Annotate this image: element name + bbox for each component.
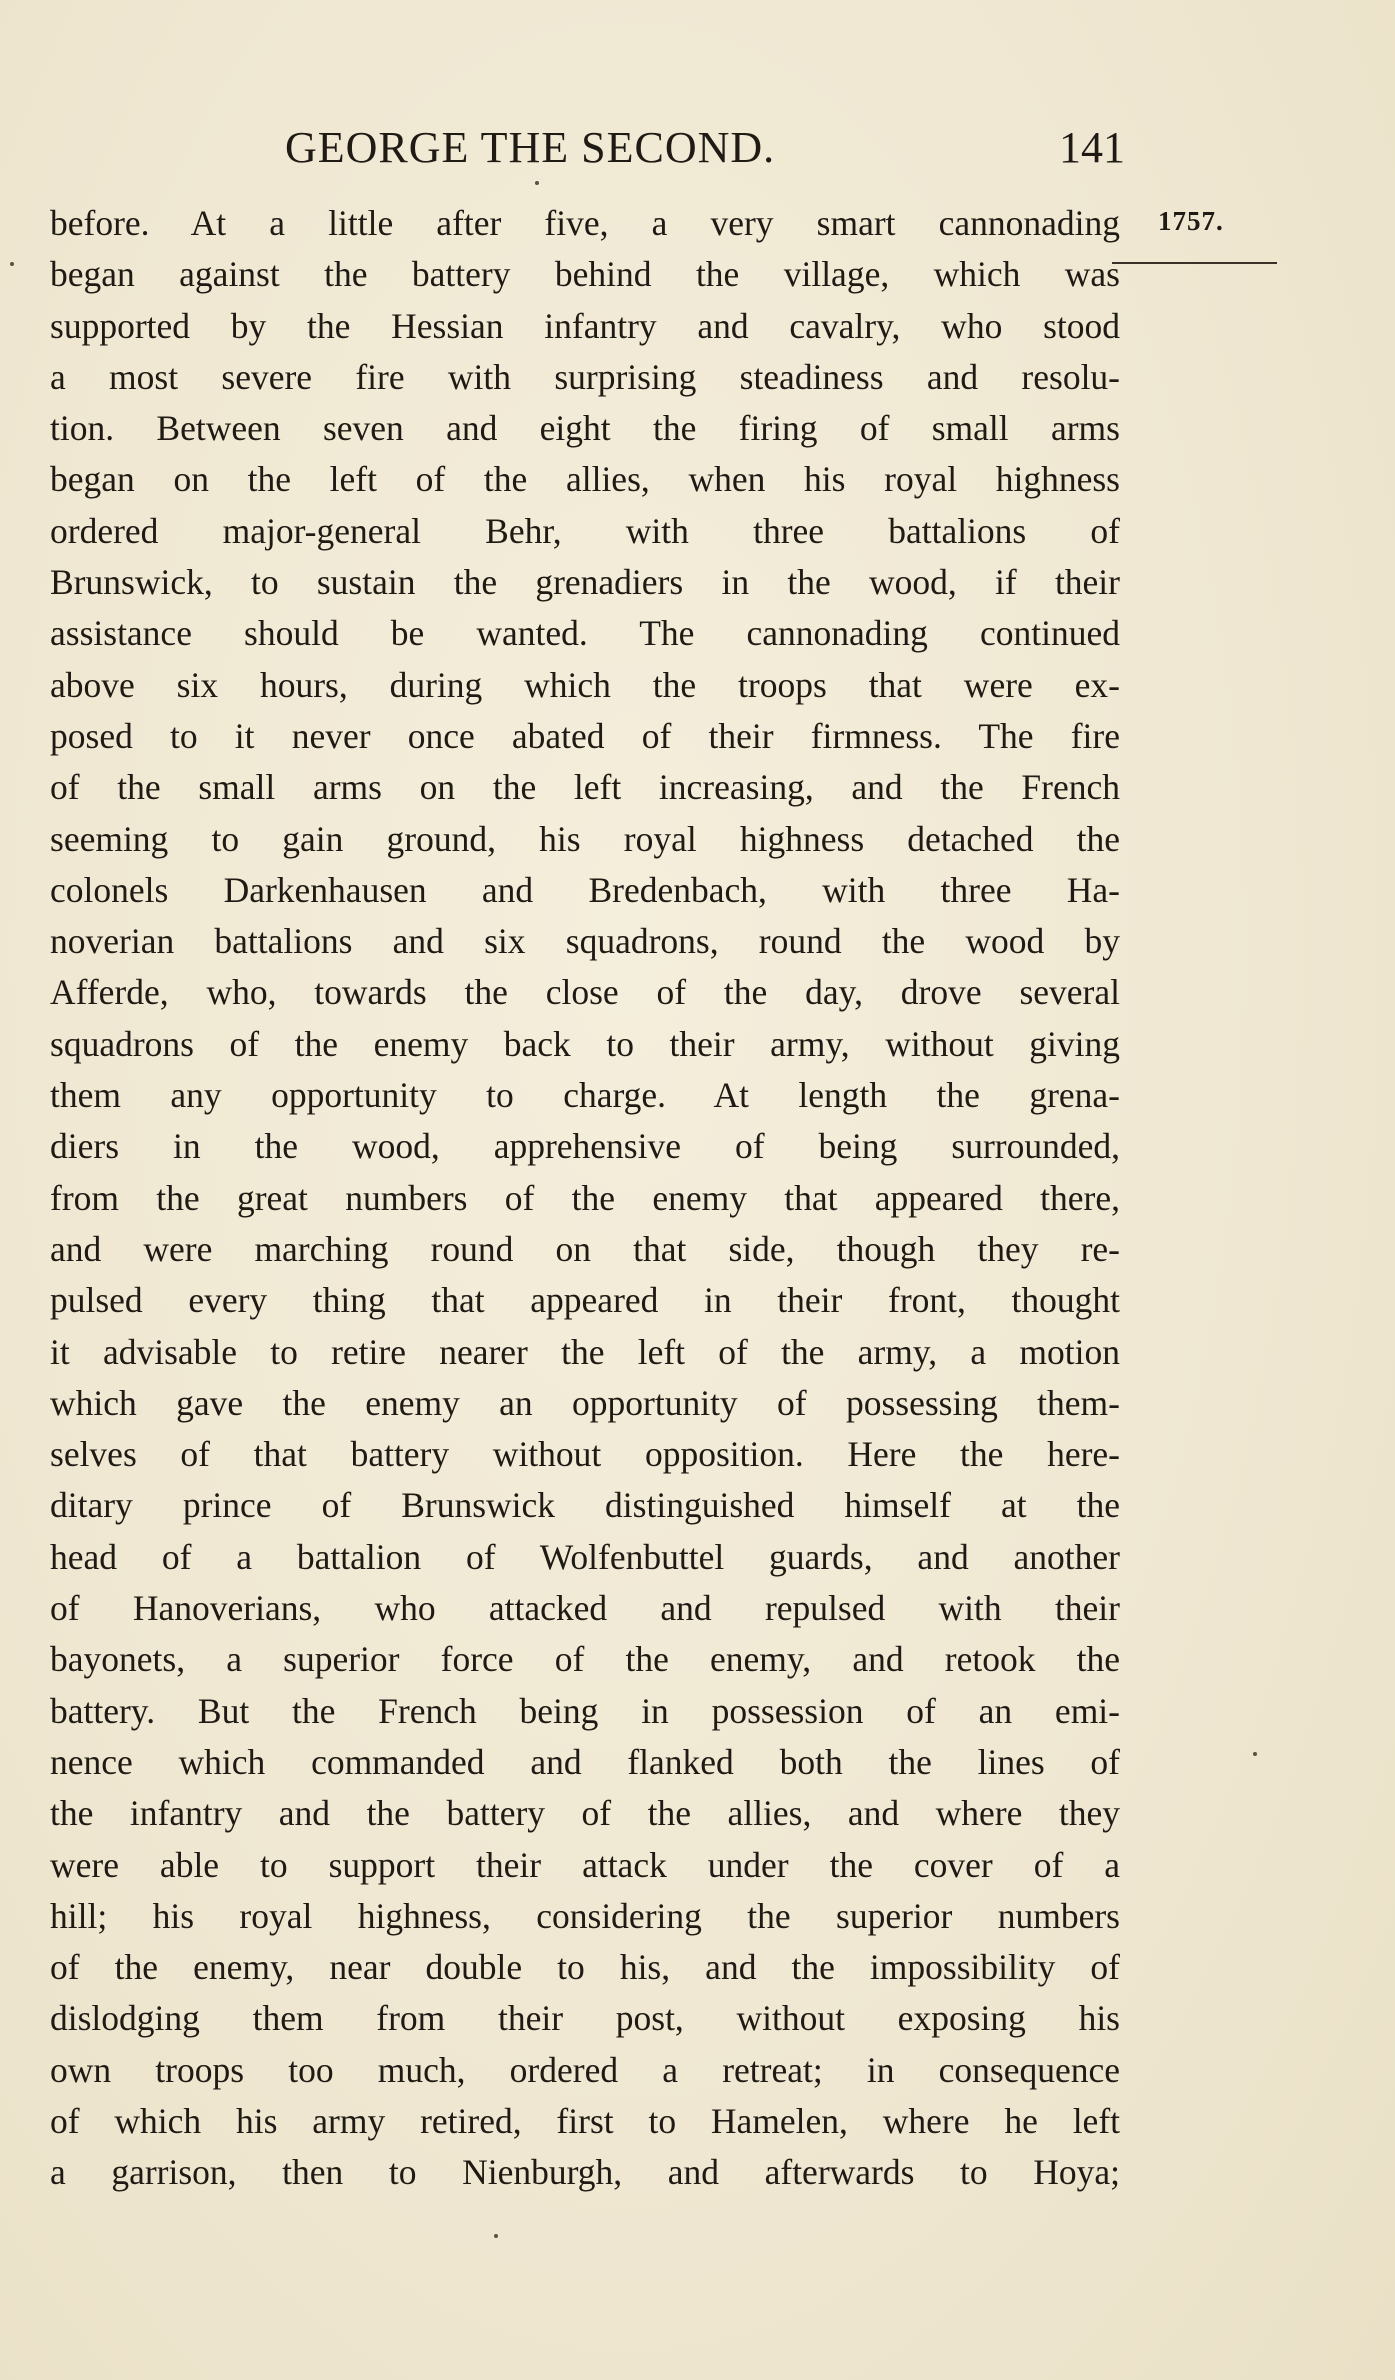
- text-line: it advisable to retire nearer the left of the army, a motion: [50, 1331, 1120, 1372]
- text-line: were able to support their attack under the cover of a: [50, 1844, 1120, 1885]
- text-line: before. At a little after five, a very smart cannonading: [50, 203, 1120, 243]
- text-line: own troops too much, ordered a retreat; in consequence: [50, 2049, 1120, 2090]
- text-line: of Hanoverians, who attacked and repulsed with their: [50, 1588, 1120, 1629]
- body-text: [50, 198, 1120, 2199]
- text-line: noverian battalions and six squadrons, round the wood by: [50, 921, 1120, 962]
- text-line: seeming to gain ground, his royal highness detached the: [50, 818, 1120, 859]
- text-line: diers in the wood, apprehensive of being surrounded,: [50, 1126, 1120, 1167]
- page-number: 141: [1059, 123, 1125, 172]
- text-line: battery. But the French being in possession of an emi-: [50, 1690, 1120, 1731]
- text-line: of the enemy, near double to his, and the impossibility of: [50, 1947, 1120, 1988]
- paper-speck: [1253, 1752, 1257, 1756]
- paper-speck: [535, 181, 539, 185]
- running-head-title: GEORGE THE SECOND.: [285, 123, 776, 172]
- text-line: above six hours, during which the troops that were ex-: [50, 664, 1120, 705]
- text-line: selves of that battery without opposition. Here the here-: [50, 1434, 1120, 1475]
- text-line: pulsed every thing that appeared in their front, thought: [50, 1280, 1120, 1321]
- running-head: [285, 122, 1125, 172]
- text-line: began on the left of the allies, when his royal highness: [50, 459, 1120, 500]
- text-line: which gave the enemy an opportunity of possessing them-: [50, 1382, 1120, 1423]
- text-line: head of a battalion of Wolfenbuttel guards, and another: [50, 1536, 1120, 1577]
- text-line: and were marching round on that side, though they re-: [50, 1228, 1120, 1269]
- margin-rule: [1112, 262, 1277, 264]
- text-line: began against the battery behind the village, which was: [50, 254, 1120, 295]
- text-line: of which his army retired, first to Hamelen, where he left: [50, 2100, 1120, 2141]
- text-line: dislodging them from their post, without exposing his: [50, 1998, 1120, 2039]
- text-line: of the small arms on the left increasing, and the French: [50, 767, 1120, 808]
- paper-speck: [494, 2234, 498, 2238]
- text-line: Afferde, who, towards the close of the day, drove several: [50, 972, 1120, 1013]
- text-line: hill; his royal highness, considering the superior numbers: [50, 1895, 1120, 1936]
- text-line: a garrison, then to Nienburgh, and afterwards to Hoya;: [50, 2152, 1120, 2193]
- text-line: a most severe fire with surprising steadiness and resolu-: [50, 356, 1120, 397]
- text-line: tion. Between seven and eight the firing of small arms: [50, 408, 1120, 449]
- text-line: from the great numbers of the enemy that appeared there,: [50, 1177, 1120, 1218]
- text-line: supported by the Hessian infantry and cavalry, who stood: [50, 305, 1120, 346]
- text-line: assistance should be wanted. The cannonading continued: [50, 613, 1120, 654]
- text-line: squadrons of the enemy back to their army, without giving: [50, 1023, 1120, 1064]
- margin-year-note: 1757.: [1158, 206, 1224, 236]
- text-line: them any opportunity to charge. At length the grena-: [50, 1075, 1120, 1116]
- text-line: nence which commanded and flanked both the lines of: [50, 1741, 1120, 1782]
- text-line: ordered major-general Behr, with three battalions of: [50, 510, 1120, 551]
- paper-speck: [10, 262, 14, 266]
- text-line: ditary prince of Brunswick distinguished himself at the: [50, 1485, 1120, 1526]
- text-line: posed to it never once abated of their firmness. The fire: [50, 715, 1120, 756]
- text-line: colonels Darkenhausen and Bredenbach, with three Ha-: [50, 869, 1120, 910]
- text-line: Brunswick, to sustain the grenadiers in the wood, if their: [50, 562, 1120, 603]
- text-line: the infantry and the battery of the allies, and where they: [50, 1793, 1120, 1834]
- text-line: bayonets, a superior force of the enemy, and retook the: [50, 1639, 1120, 1680]
